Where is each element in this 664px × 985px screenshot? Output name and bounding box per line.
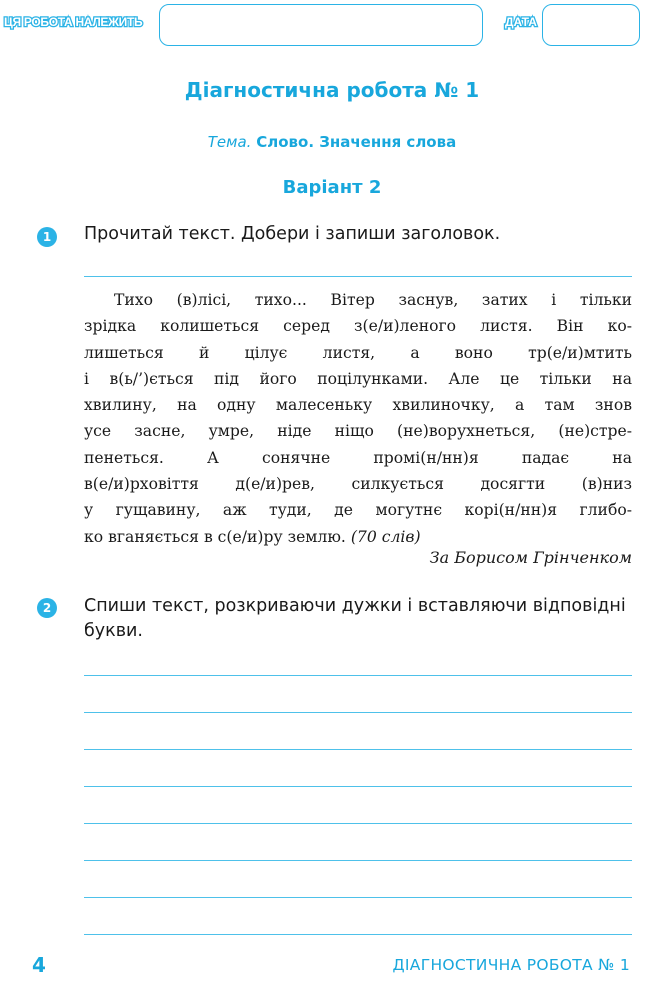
passage-line: і в(ь/’)ється під його поцілунками. Але це тільки на xyxy=(84,369,632,388)
passage-line: ко вганяється в с(е/и)ру землю. xyxy=(84,527,346,546)
passage-line: пенеться. А сонячне промі(н/нн)я падає на xyxy=(84,448,632,467)
passage-line: зрідка колишеться серед з(е/и)леного листя. Він ко- xyxy=(84,317,632,336)
writing-line[interactable] xyxy=(84,823,632,824)
writing-line[interactable] xyxy=(84,860,632,861)
footer-title: ДІАГНОСТИЧНА РОБОТА № 1 xyxy=(392,956,630,974)
page-number: 4 xyxy=(32,953,46,977)
writing-line[interactable] xyxy=(84,675,632,676)
owner-label: ЦЯ РОБОТА НАЛЕЖИТЬ xyxy=(4,15,143,29)
author-attribution: За Борисом Грінченком xyxy=(429,548,632,567)
date-field[interactable] xyxy=(542,4,640,46)
reading-passage xyxy=(84,287,632,550)
task-2-instruction: Спиши текст, розкриваючи дужки і вставляючи відповідні букви. xyxy=(84,596,626,641)
passage-line: в(е/и)рховіття д(е/и)рев, силкується досягти (в)низ xyxy=(84,475,632,494)
passage-line: усе засне, умре, ніде ніщо (не)ворухнеться, (не)стре- xyxy=(84,422,632,441)
task-1-number-badge: 1 xyxy=(37,227,57,247)
passage-line: у гущавину, аж туди, де могутнє корі(н/нн)я глибо- xyxy=(84,501,632,520)
passage-line: Тихо (в)лісі, тихо... Вітер заснув, затих і тільки xyxy=(114,291,632,309)
variant-heading: Варіант 2 xyxy=(282,177,382,198)
topic-label: Тема. xyxy=(207,133,252,151)
word-count: (70 слів) xyxy=(350,527,421,546)
page-title: Діагностична робота № 1 xyxy=(184,78,480,102)
owner-field[interactable] xyxy=(159,4,483,46)
writing-line[interactable] xyxy=(84,786,632,787)
writing-line[interactable] xyxy=(84,712,632,713)
header-bar xyxy=(0,0,664,52)
topic-value: Слово. Значення слова xyxy=(256,133,457,151)
title-answer-line[interactable] xyxy=(84,276,632,277)
passage-last-line xyxy=(84,524,632,550)
writing-line[interactable] xyxy=(84,934,632,935)
writing-line[interactable] xyxy=(84,897,632,898)
passage-line: лишеться й цілує листя, а воно тр(е/и)мтить xyxy=(84,343,632,362)
passage-line: хвилину, на одну малесеньку хвилиночку, а там знов xyxy=(84,396,632,415)
topic-line xyxy=(0,133,664,151)
task-2-number-badge: 2 xyxy=(37,598,57,618)
date-label: ДАТА xyxy=(505,15,537,29)
task-1-instruction: Прочитай текст. Добери і запиши заголовок. xyxy=(84,224,501,244)
writing-line[interactable] xyxy=(84,749,632,750)
